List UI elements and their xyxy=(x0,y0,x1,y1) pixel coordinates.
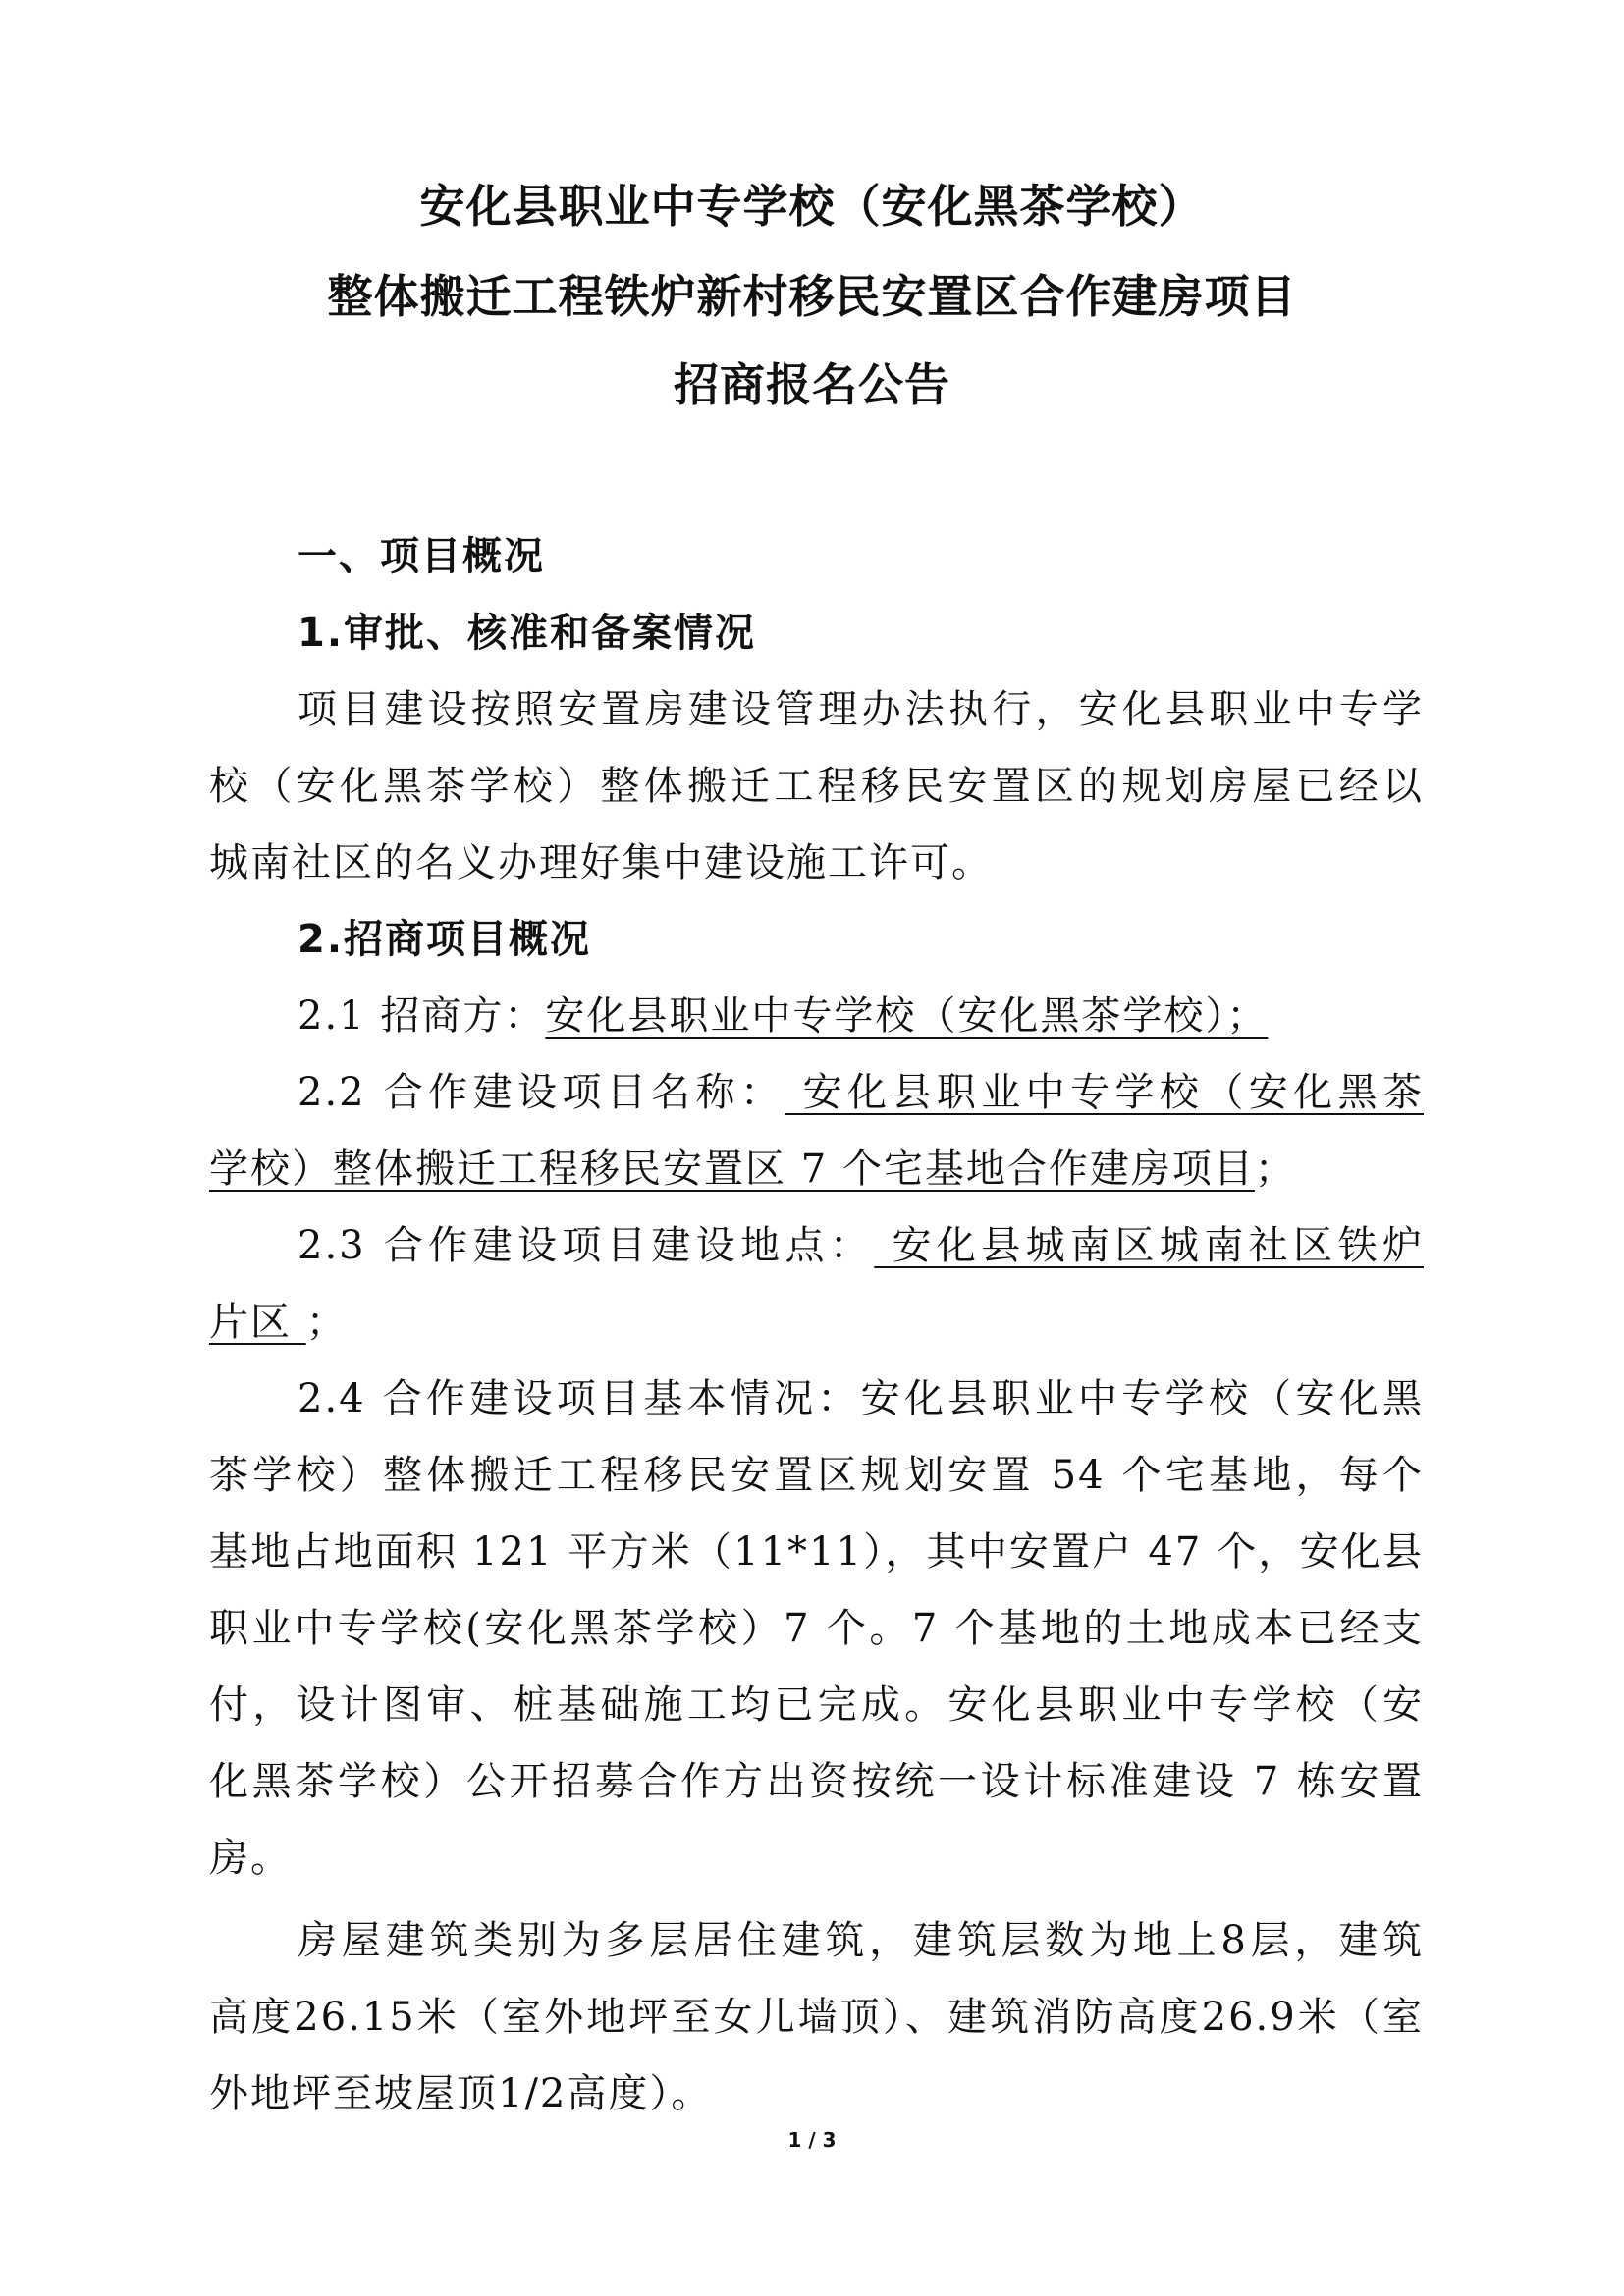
building-paragraph-line: 外地坪至坡屋顶1/2高度）。 xyxy=(209,2071,713,2116)
document-title-line-3: 招商报名公告 xyxy=(674,358,950,411)
paragraph-line: 项目建设按照安置房建设管理办法执行，安化县职业中专学 xyxy=(298,687,1424,732)
paragraph-line: 校（安化黑茶学校）整体搬迁工程移民安置区的规划房屋已经以 xyxy=(209,764,1424,809)
item-2-1-label: 2.1 招商方： xyxy=(298,993,546,1039)
item-2-4-line: 房。 xyxy=(209,1836,292,1881)
item-2-2-value-2: 学校）整体搬迁工程移民安置区 7 个宅基地合作建房项目 xyxy=(209,1147,1255,1192)
item-2-3-tail: ； xyxy=(305,1300,348,1345)
item-2-3-line-2 xyxy=(209,1296,1424,1349)
item-2-3-value-2: 片区 xyxy=(209,1300,306,1345)
item-2-2-line-1 xyxy=(298,1066,1424,1119)
item-2-3-line-1 xyxy=(298,1219,1424,1272)
item-2-1-value: 安化县职业中专学校（安化黑茶学校）； xyxy=(545,993,1269,1039)
document-title-line-2: 整体搬迁工程铁炉新村移民安置区合作建房项目 xyxy=(327,270,1297,323)
subsection-heading-approval: 1.审批、核准和备案情况 xyxy=(298,611,757,656)
building-paragraph-line: 房屋建筑类别为多层居住建筑，建筑层数为地上8层，建筑 xyxy=(298,1918,1424,1963)
item-2-4-line: 2.4 合作建设项目基本情况：安化县职业中专学校（安化黑 xyxy=(298,1376,1424,1421)
page-number: 1 / 3 xyxy=(787,2128,837,2152)
item-2-4-line: 化黑茶学校）公开招募合作方出资按统一设计标准建设 7 栋安置 xyxy=(209,1759,1424,1804)
item-2-2-label: 2.2 合作建设项目名称： xyxy=(298,1070,785,1115)
document-title-line-1: 安化县职业中专学校（安化黑茶学校） xyxy=(419,180,1205,233)
building-paragraph-line: 高度26.15米（室外地坪至女儿墙顶）、建筑消防高度26.9米（室 xyxy=(209,1995,1424,2040)
item-2-4-line: 付，设计图审、桩基础施工均已完成。安化县职业中专学校（安 xyxy=(209,1682,1424,1728)
item-2-2-tail: ； xyxy=(1254,1147,1296,1192)
item-2-4-line: 基地占地面积 121 平方米（11*11），其中安置户 47 个，安化县 xyxy=(209,1529,1424,1575)
item-2-3-value-1: 安化县城南区城南社区铁炉 xyxy=(874,1223,1425,1268)
item-2-4-line: 茶学校）整体搬迁工程移民安置区规划安置 54 个宅基地，每个 xyxy=(209,1453,1424,1498)
section-heading-project-overview: 一、项目概况 xyxy=(298,534,545,579)
subsection-heading-investment: 2.招商项目概况 xyxy=(298,917,592,962)
item-2-3-label: 2.3 合作建设项目建设地点： xyxy=(298,1223,875,1268)
item-2-4-line: 职业中专学校(安化黑茶学校）7 个。7 个基地的土地成本已经支 xyxy=(209,1606,1424,1651)
item-2-2-line-2 xyxy=(209,1143,1424,1196)
item-2-1 xyxy=(298,989,1424,1042)
paragraph-line: 城南社区的名义办理好集中建设施工许可。 xyxy=(209,840,993,885)
item-2-2-value-1: 安化县职业中专学校（安化黑茶 xyxy=(785,1070,1425,1115)
